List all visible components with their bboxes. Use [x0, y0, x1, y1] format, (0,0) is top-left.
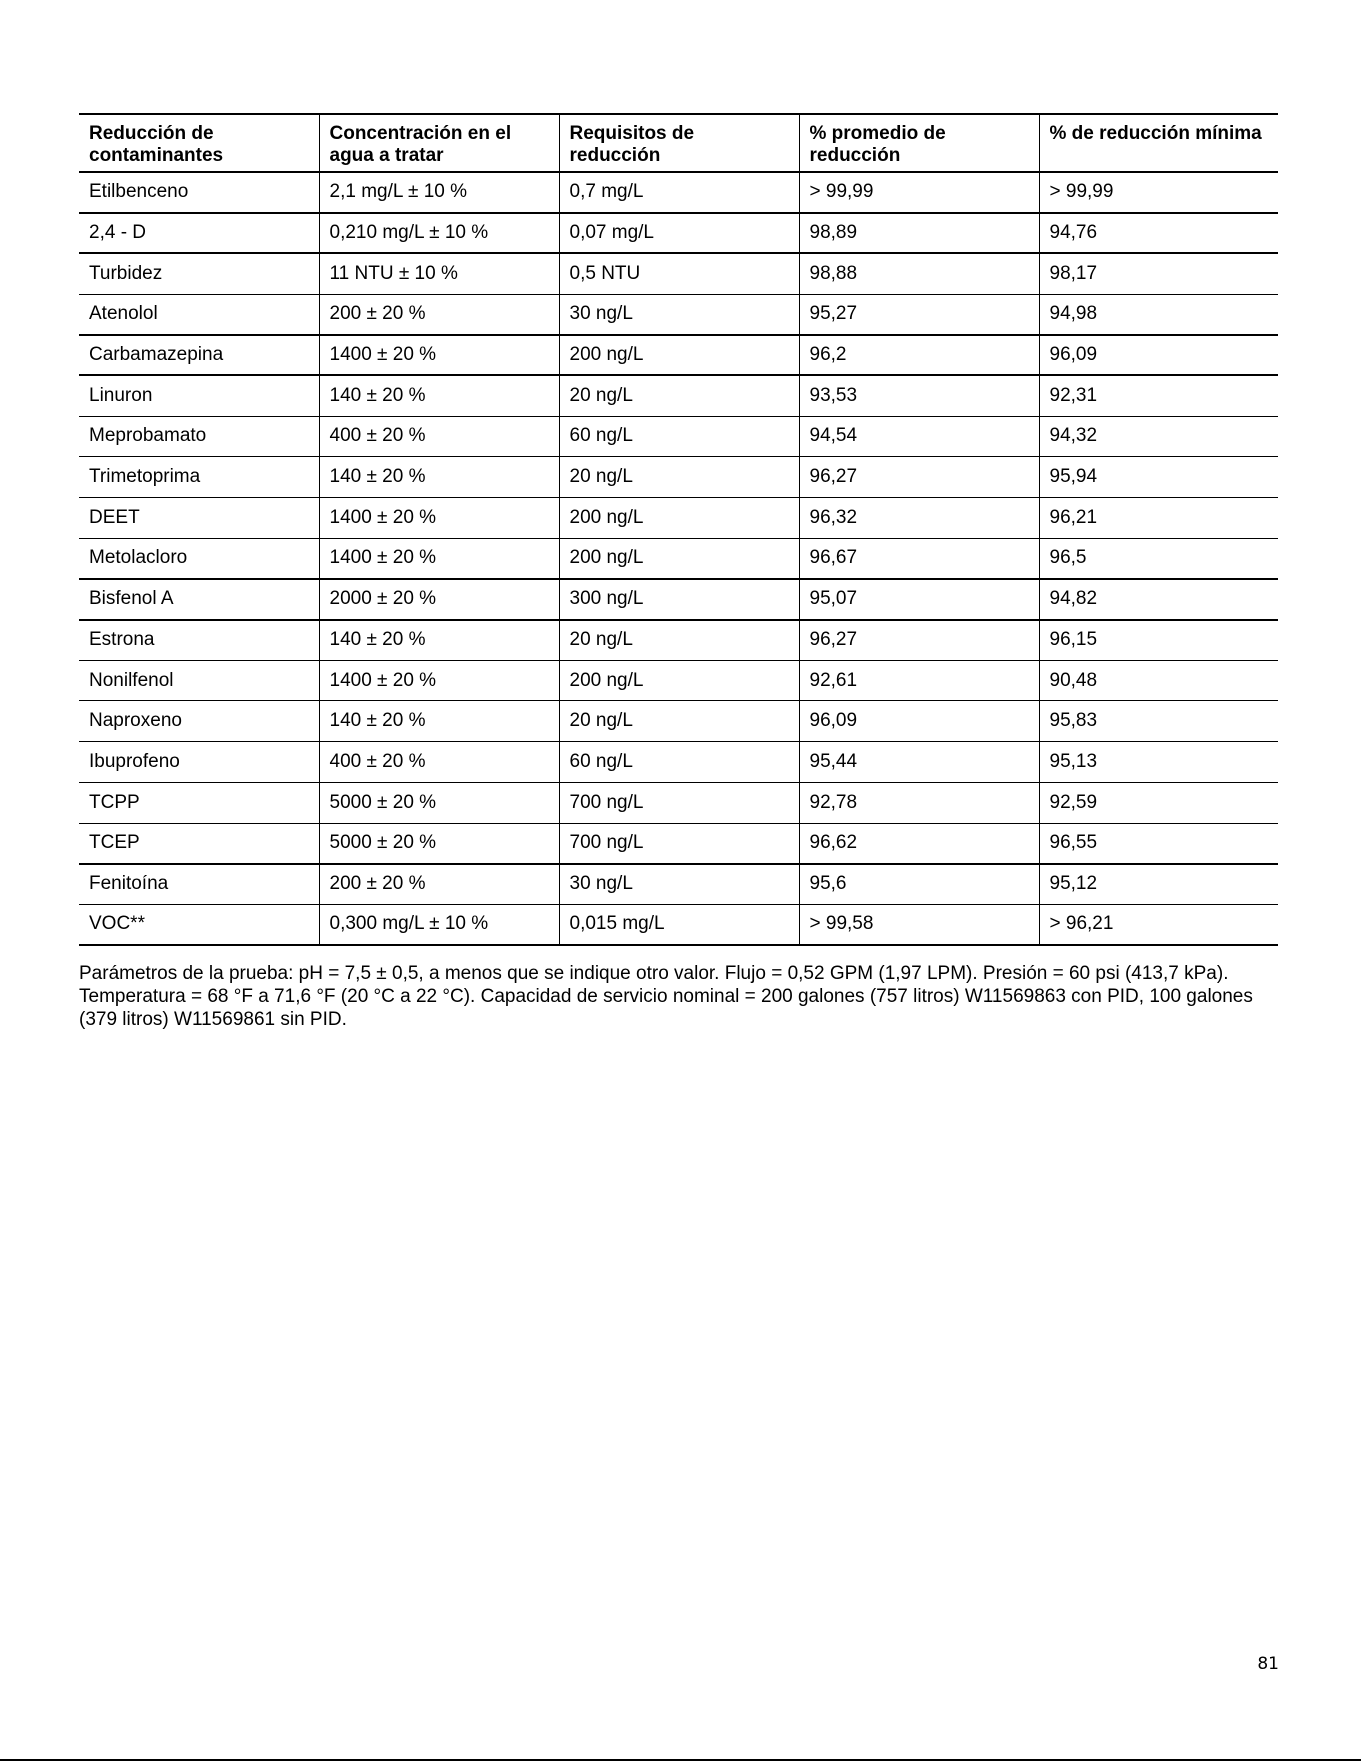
table-row — [79, 172, 1278, 213]
concentration-cell: 200 ± 20 % — [319, 864, 559, 905]
average-reduction-cell: 96,67 — [799, 538, 1039, 579]
requirement-cell: 0,015 mg/L — [559, 904, 799, 945]
average-reduction-cell: 96,32 — [799, 498, 1039, 539]
minimum-reduction-cell: 92,59 — [1039, 782, 1278, 823]
contaminant-reduction-table — [79, 113, 1278, 946]
contaminant-cell: Trimetoprima — [79, 457, 319, 498]
table-row — [79, 782, 1278, 823]
average-reduction-cell: 96,27 — [799, 620, 1039, 661]
table-row — [79, 620, 1278, 661]
requirement-cell: 200 ng/L — [559, 660, 799, 701]
table-header — [79, 114, 1278, 172]
column-header-average-reduction: % promedio de reducción — [799, 114, 1039, 172]
contaminant-cell: Meprobamato — [79, 416, 319, 457]
requirement-cell: 60 ng/L — [559, 742, 799, 783]
requirement-cell: 30 ng/L — [559, 864, 799, 905]
requirement-cell: 0,07 mg/L — [559, 213, 799, 254]
contaminant-cell: Ibuprofeno — [79, 742, 319, 783]
minimum-reduction-cell: 94,32 — [1039, 416, 1278, 457]
table-row — [79, 660, 1278, 701]
contaminant-cell: Fenitoína — [79, 864, 319, 905]
minimum-reduction-cell: 94,82 — [1039, 579, 1278, 620]
contaminant-cell: Estrona — [79, 620, 319, 661]
requirement-cell: 200 ng/L — [559, 538, 799, 579]
table-row — [79, 457, 1278, 498]
contaminant-cell: Metolacloro — [79, 538, 319, 579]
average-reduction-cell: 95,07 — [799, 579, 1039, 620]
table-row — [79, 253, 1278, 294]
requirement-cell: 30 ng/L — [559, 294, 799, 335]
requirement-cell: 700 ng/L — [559, 782, 799, 823]
average-reduction-cell: 96,62 — [799, 823, 1039, 864]
average-reduction-cell: > 99,58 — [799, 904, 1039, 945]
table-row — [79, 375, 1278, 416]
concentration-cell: 5000 ± 20 % — [319, 782, 559, 823]
minimum-reduction-cell: 96,15 — [1039, 620, 1278, 661]
contaminant-cell: Bisfenol A — [79, 579, 319, 620]
average-reduction-cell: > 99,99 — [799, 172, 1039, 213]
average-reduction-cell: 95,6 — [799, 864, 1039, 905]
requirement-cell: 20 ng/L — [559, 375, 799, 416]
page-number: 81 — [1257, 1654, 1279, 1674]
table-row — [79, 498, 1278, 539]
minimum-reduction-cell: 96,21 — [1039, 498, 1278, 539]
table-row — [79, 213, 1278, 254]
column-header-minimum-reduction: % de reducción mínima — [1039, 114, 1278, 172]
minimum-reduction-cell: 95,13 — [1039, 742, 1278, 783]
column-header-contaminant: Reducción de contaminantes — [89, 123, 224, 166]
average-reduction-cell: 92,78 — [799, 782, 1039, 823]
average-reduction-cell: 96,27 — [799, 457, 1039, 498]
average-reduction-cell: 96,2 — [799, 335, 1039, 376]
requirement-cell: 60 ng/L — [559, 416, 799, 457]
concentration-cell: 140 ± 20 % — [319, 457, 559, 498]
contaminant-cell: Etilbenceno — [79, 172, 319, 213]
average-reduction-cell: 98,89 — [799, 213, 1039, 254]
average-reduction-cell: 95,27 — [799, 294, 1039, 335]
minimum-reduction-cell: > 96,21 — [1039, 904, 1278, 945]
average-reduction-cell: 96,09 — [799, 701, 1039, 742]
contaminant-cell: VOC** — [79, 904, 319, 945]
concentration-cell: 140 ± 20 % — [319, 375, 559, 416]
table-row — [79, 294, 1278, 335]
requirement-cell: 700 ng/L — [559, 823, 799, 864]
average-reduction-cell: 95,44 — [799, 742, 1039, 783]
table-row — [79, 579, 1278, 620]
contaminant-cell: 2,4 - D — [79, 213, 319, 254]
concentration-cell: 5000 ± 20 % — [319, 823, 559, 864]
minimum-reduction-cell: > 99,99 — [1039, 172, 1278, 213]
table-row — [79, 701, 1278, 742]
contaminant-cell: Carbamazepina — [79, 335, 319, 376]
table-row — [79, 538, 1278, 579]
minimum-reduction-cell: 95,94 — [1039, 457, 1278, 498]
average-reduction-cell: 92,61 — [799, 660, 1039, 701]
requirement-cell: 200 ng/L — [559, 335, 799, 376]
minimum-reduction-cell: 96,55 — [1039, 823, 1278, 864]
concentration-cell: 1400 ± 20 % — [319, 498, 559, 539]
concentration-cell: 2,1 mg/L ± 10 % — [319, 172, 559, 213]
concentration-cell: 1400 ± 20 % — [319, 660, 559, 701]
contaminant-cell: Linuron — [79, 375, 319, 416]
test-parameters-footnote: Parámetros de la prueba: pH = 7,5 ± 0,5, a menos que se indique otro valor. Flujo = 0,52 GPM (1,97 LPM). Presión = 60 psi (413,7 kPa). Temperatura = 68 °F a 71,6 °F (20 °C a 22 °C). Capacidad de servicio nominal = 200 galones (757 litros) W11569863 con PID, 100 galones (379 litros) W11569861 sin PID. — [79, 963, 1253, 1030]
minimum-reduction-cell: 96,5 — [1039, 538, 1278, 579]
requirement-cell: 20 ng/L — [559, 701, 799, 742]
table-row — [79, 335, 1278, 376]
table-body — [79, 172, 1278, 945]
concentration-cell: 0,300 mg/L ± 10 % — [319, 904, 559, 945]
contaminant-cell: Nonilfenol — [79, 660, 319, 701]
average-reduction-cell: 93,53 — [799, 375, 1039, 416]
table-row — [79, 904, 1278, 945]
requirement-cell: 0,7 mg/L — [559, 172, 799, 213]
column-header-requirement: Requisitos de reducción — [559, 114, 799, 172]
requirement-cell: 200 ng/L — [559, 498, 799, 539]
concentration-cell: 2000 ± 20 % — [319, 579, 559, 620]
table-row — [79, 823, 1278, 864]
average-reduction-cell: 98,88 — [799, 253, 1039, 294]
minimum-reduction-cell: 90,48 — [1039, 660, 1278, 701]
contaminant-cell: TCPP — [79, 782, 319, 823]
requirement-cell: 0,5 NTU — [559, 253, 799, 294]
concentration-cell: 1400 ± 20 % — [319, 538, 559, 579]
requirement-cell: 300 ng/L — [559, 579, 799, 620]
contaminant-cell: DEET — [79, 498, 319, 539]
average-reduction-cell: 94,54 — [799, 416, 1039, 457]
contaminant-cell: Atenolol — [79, 294, 319, 335]
column-header-concentration: Concentración en el agua a tratar — [319, 114, 559, 172]
concentration-cell: 0,210 mg/L ± 10 % — [319, 213, 559, 254]
table-row — [79, 864, 1278, 905]
requirement-cell: 20 ng/L — [559, 457, 799, 498]
minimum-reduction-cell: 95,12 — [1039, 864, 1278, 905]
contaminant-cell: TCEP — [79, 823, 319, 864]
minimum-reduction-cell: 92,31 — [1039, 375, 1278, 416]
table-row — [79, 416, 1278, 457]
minimum-reduction-cell: 94,98 — [1039, 294, 1278, 335]
table-header-row — [79, 114, 1278, 172]
minimum-reduction-cell: 95,83 — [1039, 701, 1278, 742]
concentration-cell: 11 NTU ± 10 % — [319, 253, 559, 294]
requirement-cell: 20 ng/L — [559, 620, 799, 661]
concentration-cell: 400 ± 20 % — [319, 416, 559, 457]
contaminant-cell: Naproxeno — [79, 701, 319, 742]
concentration-cell: 200 ± 20 % — [319, 294, 559, 335]
concentration-cell: 400 ± 20 % — [319, 742, 559, 783]
minimum-reduction-cell: 96,09 — [1039, 335, 1278, 376]
concentration-cell: 140 ± 20 % — [319, 620, 559, 661]
table-row — [79, 742, 1278, 783]
concentration-cell: 140 ± 20 % — [319, 701, 559, 742]
concentration-cell: 1400 ± 20 % — [319, 335, 559, 376]
minimum-reduction-cell: 98,17 — [1039, 253, 1278, 294]
contaminant-cell: Turbidez — [79, 253, 319, 294]
minimum-reduction-cell: 94,76 — [1039, 213, 1278, 254]
